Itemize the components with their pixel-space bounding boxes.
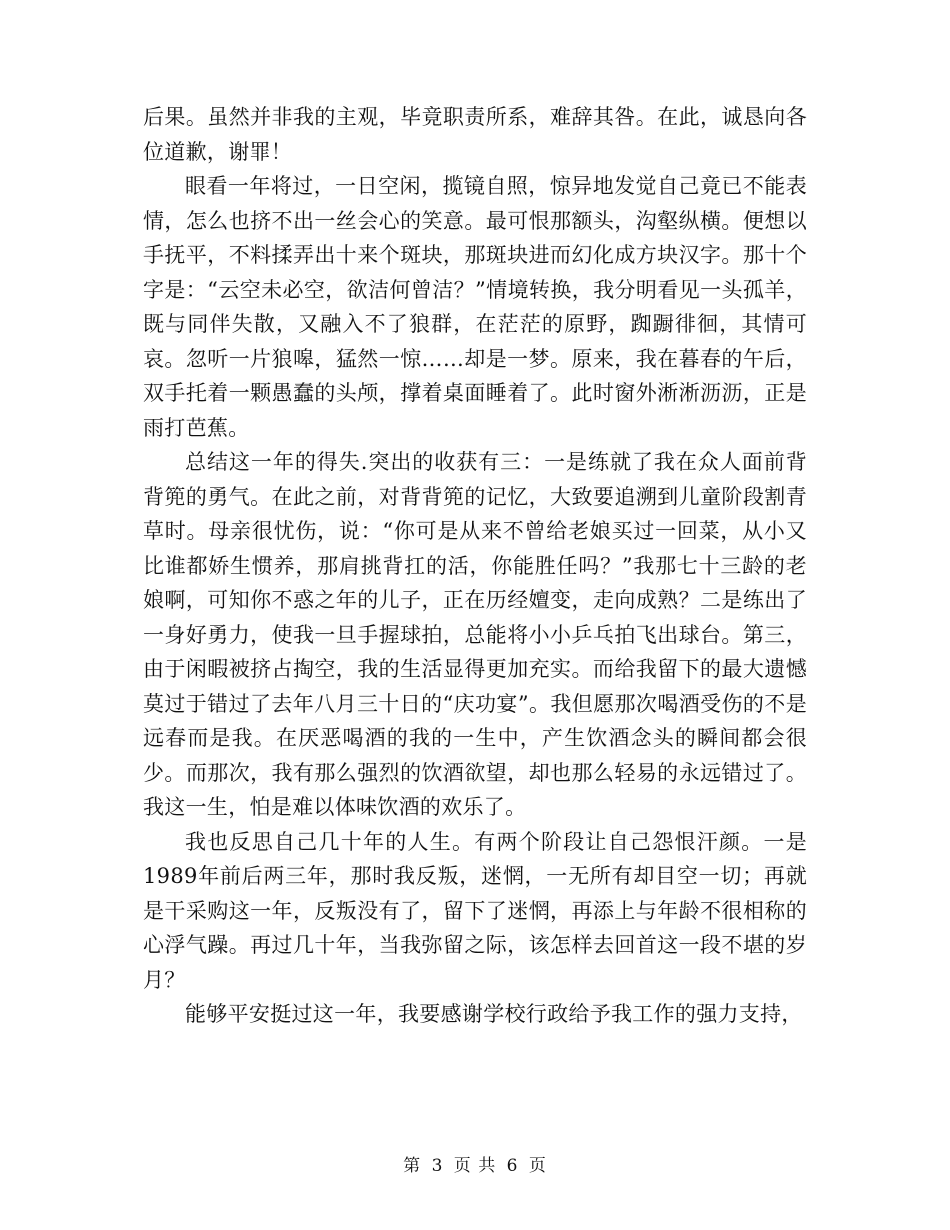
paragraph: 后果。虽然并非我的主观，毕竟职责所系，难辞其咎。在此，诚恳向各位道歉，谢罪！ <box>143 105 807 164</box>
paragraph: 能够平安挺过这一年，我要感谢学校行政给予我工作的强力支持， <box>185 1002 803 1026</box>
paragraph: 总结这一年的得失.突出的收获有三：一是练就了我在众人面前背背篼的勇气。在此之前，对背背篼的记忆，大致要追溯到儿童阶段割青草时。母亲很忧伤，说：“你可是从来不曾给老娘买过一回菜，从小又比谁都娇生惯养，那肩挑背扛的活，你能胜任吗？”我那七十三龄的老娘啊，可知你不惑之年的儿子，正在历经嬗变，走向成熟？二是练出了一身好勇力，使我一旦手握球拍，总能将小小乒乓拍飞出球台。第三，由于闲暇被挤占掏空，我的生活显得更加充实。而给我留下的最大遗憾莫过于错过了去年八月三十日的“庆功宴”。我但愿那次喝酒受伤的不是远春而是我。在厌恶喝酒的我的一生中，产生饮酒念头的瞬间都会很少。而那次，我有那么强烈的饮酒欲望，却也那么轻易的永远错过了。我这一生，怕是难以体味饮酒的欢乐了。 <box>143 450 807 819</box>
footer-prefix: 第 <box>403 1156 422 1176</box>
page-footer <box>0 1151 950 1176</box>
footer-middle: 页 共 <box>453 1156 497 1176</box>
paragraph: 眼看一年将过，一日空闲，揽镜自照，惊异地发觉自己竟已不能表情，怎么也挤不出一丝会心的笑意。最可恨那额头，沟壑纵横。便想以手抚平，不料揉弄出十来个斑块，那斑块进而幻化成方块汉字。那十个字是：“云空未必空，欲洁何曾洁？”情境转换，我分明看见一头孤羊，既与同伴失散，又融入不了狼群，在茫茫的原野，踟蹰徘徊，其情可哀。忽听一片狼嗥，猛然一惊……却是一梦。原来，我在暮春的午后，双手托着一颗愚蠢的头颅，撑着桌面睡着了。此时窗外淅淅沥沥，正是雨打芭蕉。 <box>143 174 807 440</box>
document-body <box>143 100 807 1032</box>
footer-suffix: 页 <box>528 1156 547 1176</box>
current-page-number: 3 <box>431 1156 444 1176</box>
paragraph: 我也反思自己几十年的人生。有两个阶段让自己怨恨汗颜。一是1989年前后两三年，那时我反叛，迷惘，一无所有却目空一切；再就是干采购这一年，反叛没有了，留下了迷惘，再添上与年龄不很相称的心浮气躁。再过几十年，当我弥留之际，该怎样去回首这一段不堪的岁月？ <box>143 829 807 992</box>
total-page-number: 6 <box>506 1156 519 1176</box>
